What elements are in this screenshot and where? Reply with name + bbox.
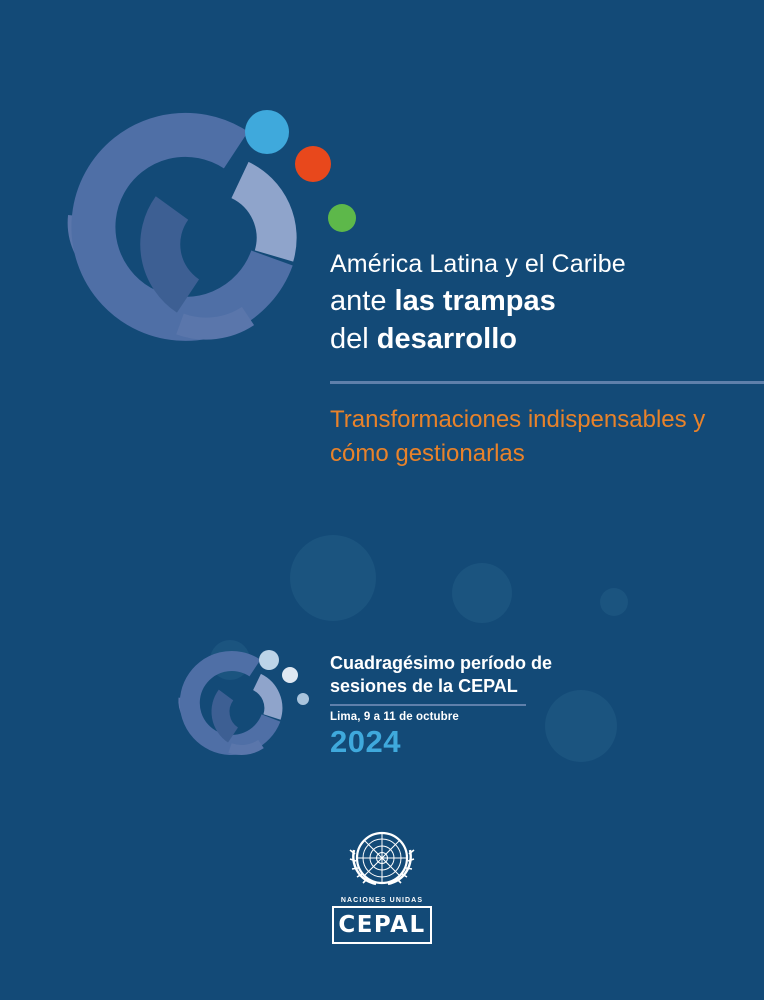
cover-title-block [330,248,750,358]
cepal-logo-text: CEPAL [338,912,426,938]
session-year: 2024 [330,724,401,759]
title-line-1: América Latina y el Caribe [330,250,626,278]
title-line-2-regular: ante [330,285,387,317]
title-line-3-regular: del [330,323,369,355]
session-info-block [330,652,570,760]
title-line-2-bold: las trampas [394,285,556,317]
united-nations-emblem-icon [332,828,432,890]
cepal-spiral-logo-small-icon [175,640,315,770]
title-line-2 [330,282,750,320]
united-nations-label: NACIONES UNIDAS [340,897,424,904]
cepal-logo [332,906,432,944]
united-nations-emblem [332,828,432,904]
session-divider [330,704,526,706]
session-place-date: Lima, 9 a 11 de octubre [330,711,459,723]
decorative-circle [452,563,512,623]
accent-dot-orange [295,146,331,182]
cover-subtitle: Transformaciones indispensables y cómo gestionarlas [330,406,706,467]
decorative-circle [600,588,628,616]
decorative-circle [290,535,376,621]
session-title: Cuadragésimo período de sesiones de la CEPAL [330,653,553,696]
title-line-3 [330,320,750,358]
accent-dot-blue [245,110,289,154]
accent-dot-green [328,204,356,232]
title-line-3-bold: desarrollo [376,323,517,355]
title-divider [330,381,764,384]
